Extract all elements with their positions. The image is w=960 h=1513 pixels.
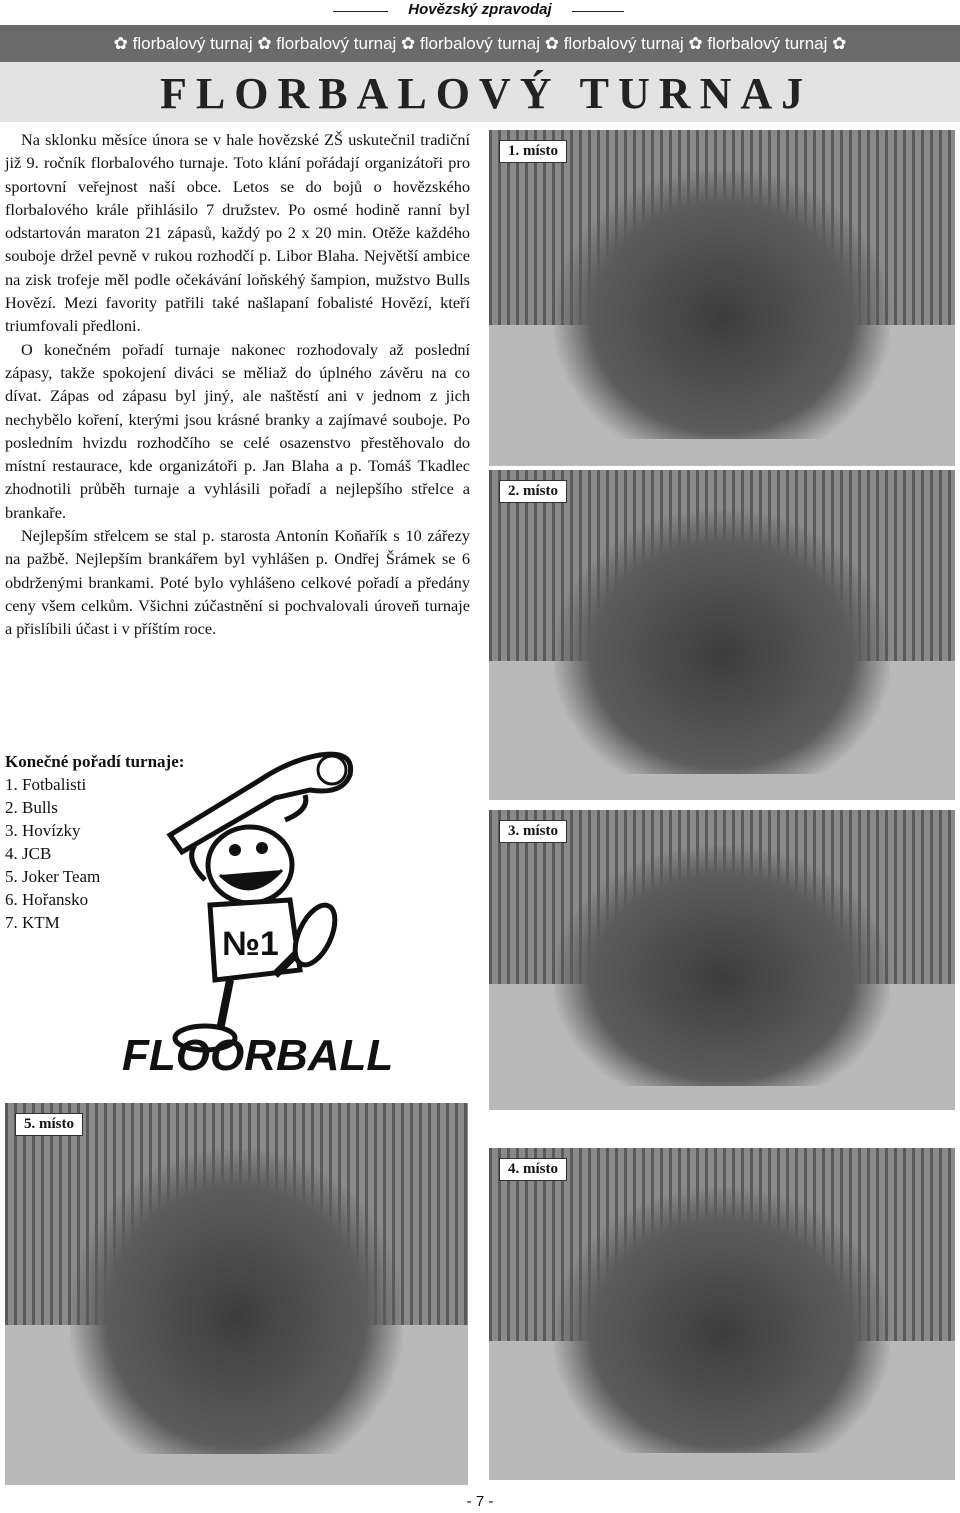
- page-number: - 7 -: [466, 1493, 494, 1510]
- photo-label: 2. místo: [499, 480, 567, 503]
- jersey-number: №1: [222, 925, 279, 963]
- article-paragraph-1: Na sklonku měsíce února se v hale hovězské ZŠ uskutečnil tradiční již 9. ročník florbalového turnaje. Toto klání pořádají organizátoři pro sportovní veřejnost naší obce. Letos se do bojů o hovězského florbalového krále přihlásilo 7 družstev. Po osmé hodině ranní byl odstartován maraton 21 zápasů, každý po 2 x 20 min. Otěže každého souboje držel pevně v rukou rozhodčí p. Libor Blaha. Největší ambice na zisk trofeje měl podle očekávání loňskéhý šampion, mužstvo Bulls Hovězí. Mezi favority patřili také našlapaní fobalisté Hovězí, kteří triumfovali předloni.: [5, 130, 470, 336]
- article-body: [5, 128, 470, 641]
- final-order-item: 4. JCB: [5, 844, 52, 863]
- final-order-item: 6. Hořansko: [5, 890, 89, 909]
- final-order-label: Konečné pořadí turnaje:: [5, 752, 185, 771]
- team-group: [554, 510, 890, 774]
- article-paragraph-3: Nejlepším střelcem se stal p. starosta Antonín Koňařík s 10 zářezy na pažbě. Nejlepším brankářem byl vyhlášen p. Ondřej Šrámek se 6 obdrženými brankami. Poté bylo vyhlášeno celkové pořadí a předány ceny všem celkům. Všichni zúčastnění si pochvalovali úroveň turnaje a přislíbili účast i v příštím roce.: [5, 526, 470, 639]
- floorball-mascot-logo: [110, 740, 400, 1080]
- final-order-item: 7. KTM: [5, 913, 60, 932]
- team-group: [70, 1149, 403, 1455]
- team-group: [554, 170, 890, 439]
- team-photo-3rd-place: [489, 810, 955, 1110]
- article-paragraph-2: O konečném pořadí turnaje nakonec rozhodovaly až poslední zápasy, takže spokojení diváci se měliaž do úplného závěru na co dívat. Zápas od zápasu byl jiný, ale naštěstí ani v jednom z jich nechybělo koření, kterými jsou krásné branky a zajímavé souboje. Po posledním hvizdu rozhodčího se celé osazenstvo přestěhovalo do místní restaurace, kde organizátoři p. Jan Blaha a p. Tomáš Tkadlec zhodnotili průběh turnaje a vyhlásili pořadí a nejlepšího střelce a brankaře.: [5, 339, 470, 522]
- team-photo-4th-place: [489, 1148, 955, 1480]
- photo-label: 1. místo: [499, 140, 567, 163]
- final-order-item: 1. Fotbalisti: [5, 775, 87, 794]
- team-group: [554, 846, 890, 1086]
- topic-banner: ✿ florbalový turnaj ✿ florbalový turnaj ✿ florbalový turnaj ✿ florbalový turnaj ✿ florbalový turnaj ✿: [0, 25, 960, 62]
- page-title: FLORBALOVÝ TURNAJ: [160, 69, 813, 118]
- photo-label: 4. místo: [499, 1158, 567, 1181]
- team-photo-5th-place: [5, 1103, 468, 1485]
- team-photo-1st-place: [489, 130, 955, 466]
- publication-title: Hovězský zpravodaj: [408, 1, 552, 18]
- final-order-item: 3. Hovízky: [5, 821, 81, 840]
- floorball-wordmark: FLOORBALL: [122, 1031, 394, 1080]
- final-order-item: 2. Bulls: [5, 798, 58, 817]
- final-order-item: 5. Joker Team: [5, 867, 101, 886]
- photo-label: 3. místo: [499, 820, 567, 843]
- photo-label: 5. místo: [15, 1113, 83, 1136]
- team-group: [554, 1188, 890, 1454]
- team-photo-2nd-place: [489, 470, 955, 800]
